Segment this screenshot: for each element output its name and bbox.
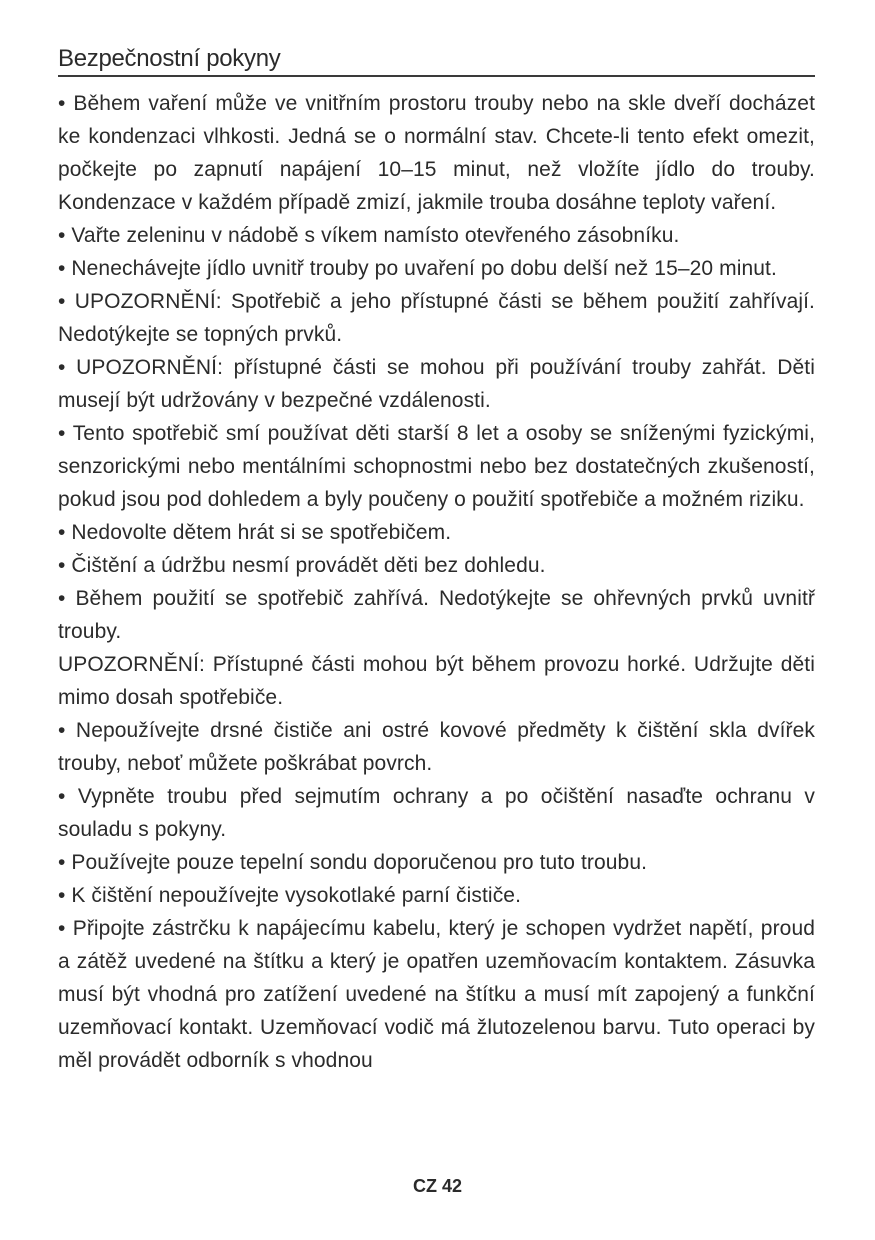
- paragraph-children-usage: • Tento spotřebič smí používat děti starší 8 let a osoby se sníženými fyzickými, senzorickými nebo mentálními schopnostmi nebo bez dostatečných zkušeností, pokud jsou pod dohledem a byly poučeny o použití spotřebiče a možném riziku.: [58, 422, 815, 511]
- page-number: CZ 42: [412, 1176, 463, 1196]
- page-header: [58, 44, 815, 77]
- paragraph-warning-children-distance: • UPOZORNĚNÍ: přístupné části se mohou při používání trouby zahřát. Děti musejí být udržovány v bezpečné vzdálenosti.: [58, 356, 815, 412]
- paragraph-warning-accessible-parts: UPOZORNĚNÍ: Přístupné části mohou být během provozu horké. Udržujte děti mimo dosah spotřebiče.: [58, 653, 815, 709]
- paragraph-cleaning-children: • Čištění a údržbu nesmí provádět děti bez dohledu.: [58, 554, 546, 577]
- page-title: Bezpečnostní pokyny: [58, 45, 281, 72]
- paragraph-warning-hot-parts: • UPOZORNĚNÍ: Spotřebič a jeho přístupné části se během použití zahřívají. Nedotýkejte se topných prvků.: [58, 290, 815, 346]
- paragraph-power-connection: • Připojte zástrčku k napájecímu kabelu, který je schopen vydržet napětí, proud a zátěž uvedené na štítku a který je opatřen uzemňovacím kontaktem. Zásuvka musí být vhodná pro zatížení uvedené na štítku a musí mít zapojený a funkční uzemňovací kontakt. Uzemňovací vodič má žlutozelenou barvu. Tuto operaci by měl provádět odborník s vhodnou: [58, 917, 815, 1072]
- paragraph-condensation: • Během vaření může ve vnitřním prostoru trouby nebo na skle dveří docházet ke kondenzaci vlhkosti. Jedná se o normální stav. Chcete-li tento efekt omezit, počkejte po zapnutí napájení 10–15 minut, než vložíte jídlo do trouby. Kondenzace v každém případě zmizí, jakmile trouba dosáhne teploty vaření.: [58, 92, 815, 214]
- paragraph-vegetables: • Vařte zeleninu v nádobě s víkem namísto otevřeného zásobníku.: [58, 224, 680, 247]
- paragraph-temperature-probe: • Používejte pouze tepelní sondu doporučenou pro tuto troubu.: [58, 851, 648, 874]
- paragraph-food-inside: • Nenechávejte jídlo uvnitř trouby po uvaření po dobu delší než 15–20 minut.: [58, 257, 777, 280]
- paragraph-heating-elements: • Během použití se spotřebič zahřívá. Nedotýkejte se ohřevných prvků uvnitř trouby.: [58, 587, 815, 643]
- paragraph-abrasive-cleaners: • Nepoužívejte drsné čističe ani ostré kovové předměty k čištění skla dvířek trouby, neboť můžete poškrábat povrch.: [58, 719, 815, 775]
- paragraph-protection-removal: • Vypněte troubu před sejmutím ochrany a po očištění nasaďte ochranu v souladu s pokyny.: [58, 785, 815, 841]
- paragraph-steam-cleaners: • K čištění nepoužívejte vysokotlaké parní čističe.: [58, 884, 522, 907]
- safety-instructions-body: [58, 87, 815, 1077]
- paragraph-children-play: • Nedovolte dětem hrát si se spotřebičem.: [58, 521, 452, 544]
